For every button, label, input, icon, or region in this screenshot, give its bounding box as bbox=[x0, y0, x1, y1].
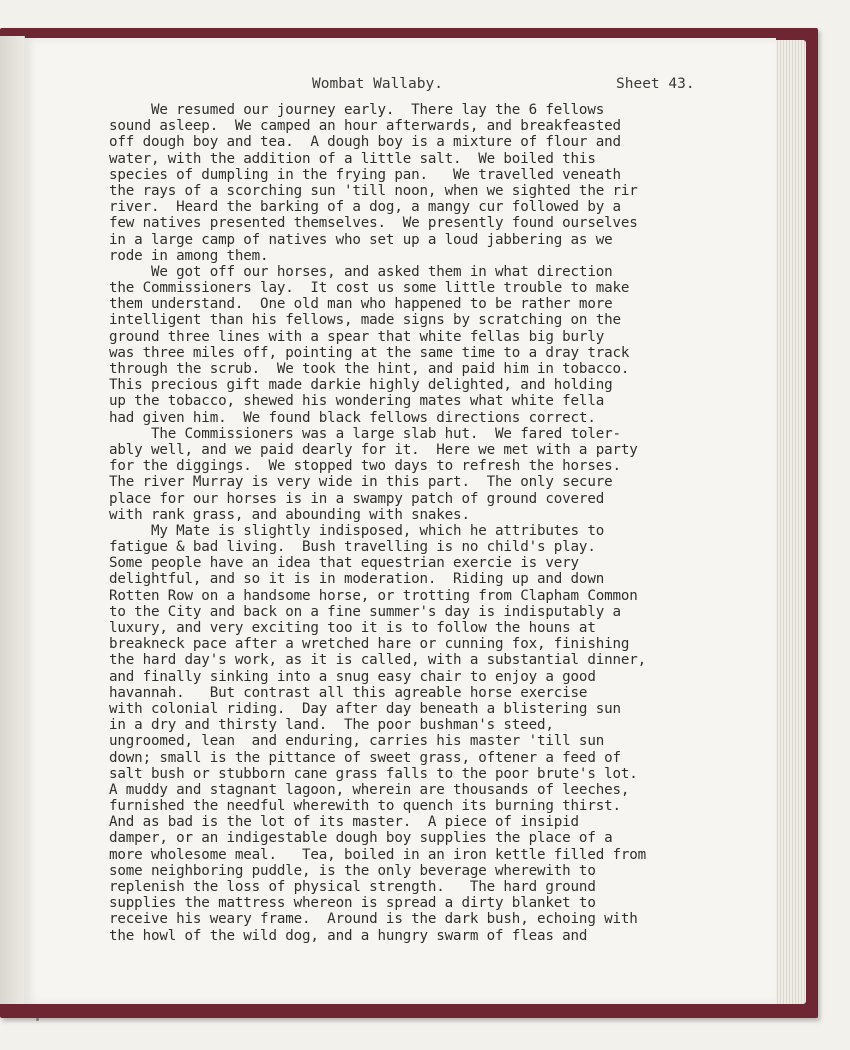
typed-page bbox=[24, 38, 776, 1004]
text-line: them understand. One old man who happened to be rather more bbox=[109, 296, 613, 313]
text-line: delightful, and so it is in moderation. Riding up and down bbox=[109, 571, 605, 588]
text-line: rode in among them. bbox=[109, 247, 269, 264]
text-line: intelligent than his fellows, made signs by scratching on the bbox=[109, 312, 621, 329]
text-line: some neighboring puddle, is the only beverage wherewith to bbox=[109, 862, 596, 879]
text-line: replenish the loss of physical strength. The hard ground bbox=[109, 879, 596, 895]
text-line: We got off our horses, and asked them in what direction bbox=[109, 263, 613, 280]
margin-dot bbox=[36, 1018, 39, 1021]
text-line: with rank grass, and abounding with snakes. bbox=[109, 506, 470, 523]
text-line: water, with the addition of a little salt. We boiled this bbox=[109, 150, 596, 167]
text-line: species of dumpling in the frying pan. We travelled veneath bbox=[109, 166, 621, 183]
page-stack-edge bbox=[772, 40, 806, 1004]
running-title: Wombat Wallaby. bbox=[312, 76, 443, 92]
text-line: And as bad is the lot of its master. A piece of insipid bbox=[109, 814, 579, 831]
text-line: supplies the mattress whereon is spread a dirty blanket to bbox=[109, 895, 596, 912]
sheet-number: Sheet 43. bbox=[616, 76, 695, 92]
text-line: ungroomed, lean and enduring, carries his master 'till sun bbox=[109, 733, 605, 750]
text-line: off dough boy and tea. A dough boy is a mixture of flour and bbox=[109, 134, 621, 151]
typed-body-text bbox=[109, 102, 749, 944]
text-line: the hard day's work, as it is called, with a substantial dinner, bbox=[109, 652, 647, 669]
text-line: The Commissioners was a large slab hut. We fared toler- bbox=[109, 425, 621, 442]
text-line: furnished the needful wherewith to quench its burning thirst. bbox=[109, 798, 621, 815]
text-line: the howl of the wild dog, and a hungry swarm of fleas and bbox=[109, 927, 588, 944]
text-line: My Mate is slightly indisposed, which he attributes to bbox=[109, 522, 605, 539]
text-line: the Commissioners lay. It cost us some little trouble to make bbox=[109, 280, 630, 297]
text-line: down; small is the pittance of sweet grass, oftener a feed of bbox=[109, 749, 621, 766]
text-line: more wholesome meal. Tea, boiled in an iron kettle filled from bbox=[109, 846, 647, 863]
text-line: This precious gift made darkie highly delighted, and holding bbox=[109, 377, 613, 394]
text-line: in a dry and thirsty land. The poor bushman's steed, bbox=[109, 717, 554, 734]
text-line: through the scrub. We took the hint, and paid him in tobacco. bbox=[109, 361, 630, 377]
text-line: sound asleep. We camped an hour afterwards, and breakfeasted bbox=[109, 118, 621, 135]
text-line: salt bush or stubborn cane grass falls to the poor brute's lot. bbox=[109, 765, 638, 782]
text-line: We resumed our journey early. There lay the 6 fellows bbox=[109, 102, 605, 118]
text-line: up the tobacco, shewed his wondering mates what white fella bbox=[109, 393, 605, 410]
text-line: damper, or an indigestable dough boy supplies the place of a bbox=[109, 830, 613, 847]
left-page-edge bbox=[0, 36, 25, 1004]
text-line: and finally sinking into a snug easy chair to enjoy a good bbox=[109, 668, 596, 685]
text-line: A muddy and stagnant lagoon, wherein are thousands of leeches, bbox=[109, 781, 630, 798]
text-line: Some people have an idea that equestrian exercie is very bbox=[109, 555, 579, 572]
text-line: place for our horses is in a swampy patch of ground covered bbox=[109, 490, 605, 507]
text-line: to the City and back on a fine summer's day is indisputably a bbox=[109, 603, 621, 620]
text-line: river. Heard the barking of a dog, a mangy cur followed by a bbox=[109, 199, 621, 216]
text-line: havannah. But contrast all this agreable horse exercise bbox=[109, 684, 588, 701]
text-line: receive his weary frame. Around is the dark bush, echoing with bbox=[109, 911, 638, 928]
text-line: the rays of a scorching sun 'till noon, when we sighted the rir bbox=[109, 182, 638, 199]
text-line: fatigue & bad living. Bush travelling is no child's play. bbox=[109, 539, 596, 556]
text-line: luxury, and very exciting too it is to follow the houns at bbox=[109, 620, 596, 636]
text-line: in a large camp of natives who set up a loud jabbering as we bbox=[109, 231, 613, 248]
text-line: for the diggings. We stopped two days to refresh the horses. bbox=[109, 458, 621, 475]
text-line: breakneck pace after a wretched hare or cunning fox, finishing bbox=[109, 636, 630, 653]
page-header bbox=[24, 76, 776, 98]
text-line: ground three lines with a spear that white fellas big burly bbox=[109, 328, 605, 345]
text-line: Rotten Row on a handsome horse, or trotting from Clapham Common bbox=[109, 587, 638, 604]
text-line: few natives presented themselves. We presently found ourselves bbox=[109, 215, 638, 232]
text-line: The river Murray is very wide in this part. The only secure bbox=[109, 474, 613, 491]
text-line: was three miles off, pointing at the same time to a dray track bbox=[109, 344, 630, 361]
text-line: ably well, and we paid dearly for it. Here we met with a party bbox=[109, 441, 638, 458]
text-line: had given him. We found black fellows directions correct. bbox=[109, 409, 596, 426]
text-line: with colonial riding. Day after day beneath a blistering sun bbox=[109, 700, 621, 717]
